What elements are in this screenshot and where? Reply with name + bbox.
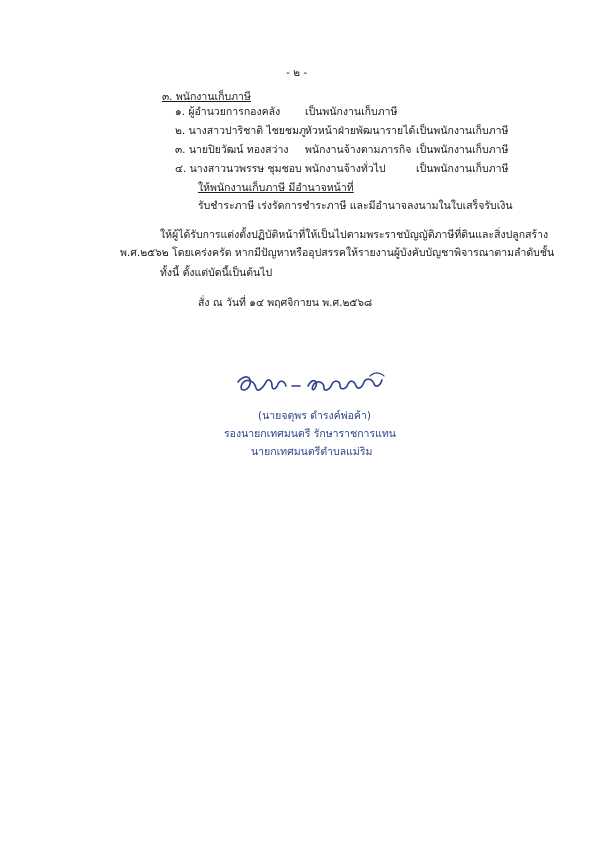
order-date: สั่ง ณ วันที่ ๑๔ พฤศจิกายน พ.ศ.๒๕๖๘ (198, 297, 373, 309)
effective-line: ทั้งนี้ ตั้งแต่บัดนี้เป็นต้นไป (160, 267, 273, 279)
staff-position-4: พนักงานจ้างทั่วไป (305, 163, 386, 175)
duty-heading: ให้พนักงานเก็บภาษี มีอำนาจหน้าที่ (198, 182, 354, 194)
staff-name-2: ๒. นางสาวปาริชาติ ไชยชมภู (175, 125, 306, 137)
signatory-title-1: รองนายกเทศมนตรี รักษาราชการแทน (224, 428, 396, 440)
staff-role-2: เป็นพนักงานเก็บภาษี (416, 125, 509, 137)
staff-name-3: ๓. นายปิยวัฒน์ ทองสว่าง (175, 144, 289, 156)
handwritten-signature (230, 368, 390, 402)
staff-name-4: ๔. นางสาวนวพรรษ ชุมชอบ (175, 163, 302, 175)
staff-name-1: ๑. ผู้อำนวยการกองคลัง (175, 106, 281, 118)
staff-position-3: พนักงานจ้างตามภารกิจ (305, 144, 412, 156)
section-heading: ๓. พนักงานเก็บภาษี (162, 91, 251, 103)
staff-role-3: เป็นพนักงานเก็บภาษี (416, 144, 509, 156)
page-number: - ๒ - (286, 67, 308, 79)
staff-position-2: หัวหน้าฝ่ายพัฒนารายได้ (305, 125, 416, 137)
duty-text: รับชำระภาษี เร่งรัดการชำระภาษี และมีอำนาจลงนามในใบเสร็จรับเงิน (198, 200, 513, 212)
body-line-1: ให้ผู้ได้รับการแต่งตั้งปฏิบัติหน้าที่ให้เป็นไปตามพระราชบัญญัติภาษีที่ดินและสิ่งปลูกสร้าง (160, 229, 549, 241)
staff-role-1: เป็นพนักงานเก็บภาษี (305, 106, 398, 118)
staff-role-4: เป็นพนักงานเก็บภาษี (416, 163, 509, 175)
signatory-name: (นายจตุพร ดำรงค์พ่อค้า) (258, 410, 371, 422)
body-line-2: พ.ศ.๒๕๖๒ โดยเคร่งครัด หากมีปัญหาหรืออุปสรรคให้รายงานผู้บังคับบัญชาพิจารณาตามลำดับชั้น (120, 247, 555, 259)
signatory-title-2: นายกเทศมนตรีตำบลแม่ริม (251, 446, 373, 458)
